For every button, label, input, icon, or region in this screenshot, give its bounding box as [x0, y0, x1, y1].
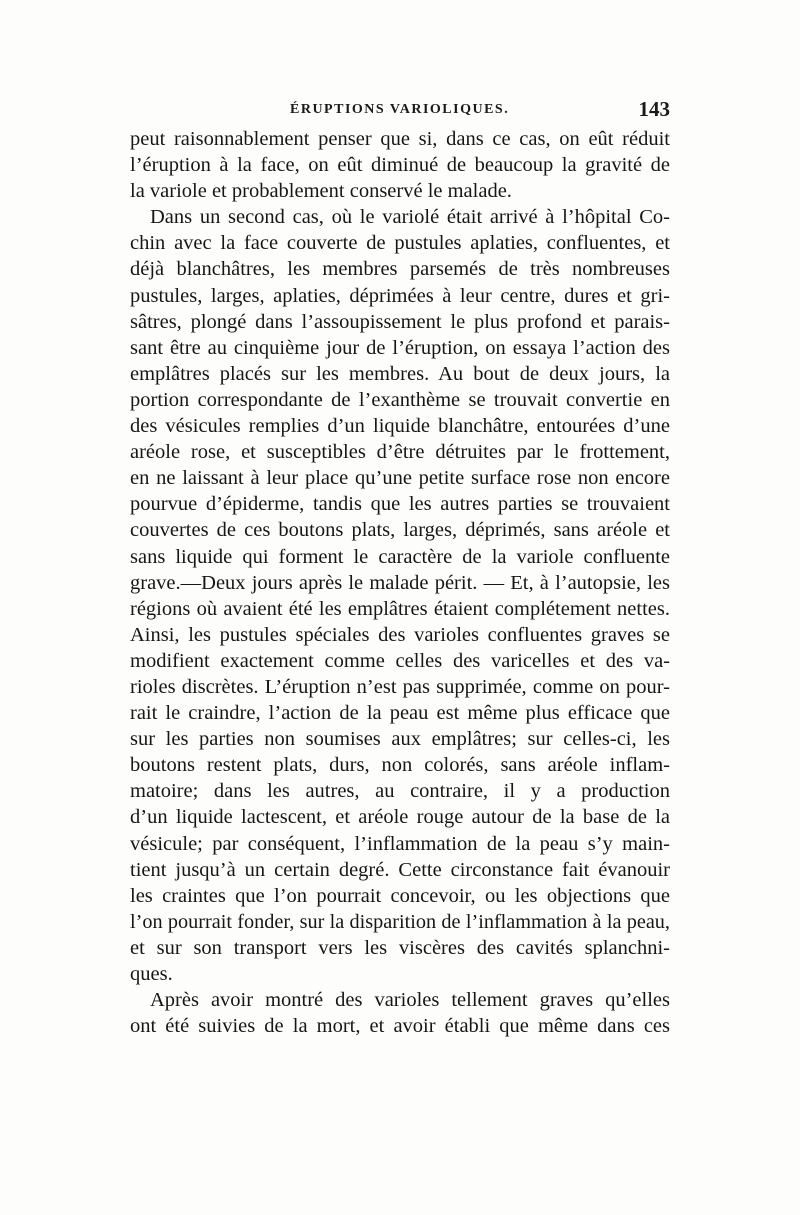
text-line: peut raisonnablement penser que si, dans ce cas, on eût réduit — [130, 128, 670, 150]
text-line: pustules, larges, aplaties, déprimées à leur centre, dures et gri- — [130, 284, 670, 307]
text-line: l’on pourrait fonder, sur la disparition de l’inflammation à la peau, — [130, 910, 670, 933]
text-line: boutons restent plats, durs, non colorés, sans aréole inflam- — [130, 754, 670, 777]
text-line: régions où avaient été les emplâtres étaient complétement nettes. — [130, 597, 670, 620]
text-line: rait le craindre, l’action de la peau est même plus efficace que — [130, 702, 670, 725]
text-line: et sur son transport vers les viscères des cavités splanchni- — [130, 936, 670, 959]
text-line: l’éruption à la face, on eût diminué de beaucoup la gravité de — [130, 154, 670, 177]
text-line: vésicule; par conséquent, l’inflammation de la peau s’y main- — [130, 832, 670, 855]
text-line: aréole rose, et susceptibles d’être détruites par le frottement, — [130, 441, 670, 464]
text-line: emplâtres placés sur les membres. Au bout de deux jours, la — [130, 362, 670, 385]
text-line: sans liquide qui forment le caractère de la variole confluente — [130, 545, 670, 568]
text-line: couvertes de ces boutons plats, larges, déprimés, sans aréole et — [130, 519, 670, 542]
text-line: des vésicules remplies d’un liquide blanchâtre, entourées d’une — [130, 415, 670, 438]
text-line: pourvue d’épiderme, tandis que les autres parties se trouvaient — [130, 493, 670, 516]
text-line: sant être au cinquième jour de l’éruption, on essaya l’action des — [130, 336, 670, 359]
text-line: tient jusqu’à un certain degré. Cette circonstance fait évanouir — [130, 858, 670, 881]
text-line: Après avoir montré des varioles tellement graves qu’elles — [150, 989, 670, 1012]
text-line: d’un liquide lactescent, et aréole rouge autour de la base de la — [130, 806, 670, 829]
text-line: modifient exactement comme celles des varicelles et des va- — [130, 649, 670, 672]
text-line: Dans un second cas, où le variolé était arrivé à l’hôpital Co- — [150, 206, 670, 229]
text-line: matoire; dans les autres, au contraire, il y a production — [130, 780, 670, 803]
text-line: ques. — [130, 963, 173, 985]
text-line: en ne laissant à leur place qu’une petite surface rose non encore — [130, 467, 670, 490]
running-title: ÉRUPTIONS VARIOLIQUES. — [290, 102, 510, 117]
page-number: 143 — [638, 97, 670, 121]
text-line: rioles discrètes. L’éruption n’est pas supprimée, comme on pour- — [130, 675, 670, 698]
text-line: portion correspondante de l’exanthème se trouvait convertie en — [130, 388, 670, 411]
text-line: ont été suivies de la mort, et avoir établi que même dans ces — [130, 1015, 670, 1038]
text-line: grave.—Deux jours après le malade périt. — Et, à l’autopsie, les — [130, 571, 670, 594]
text-line: sâtres, plongé dans l’assoupissement le plus profond et parais- — [130, 310, 670, 333]
text-line: les craintes que l’on pourrait concevoir, ou les objections que — [130, 884, 670, 907]
text-line: chin avec la face couverte de pustules aplaties, confluentes, et — [130, 232, 670, 255]
body-text — [130, 126, 670, 1039]
text-line: déjà blanchâtres, les membres parsemés de très nombreuses — [130, 258, 670, 281]
text-line: sur les parties non soumises aux emplâtres; sur celles-ci, les — [130, 728, 670, 751]
text-line: Ainsi, les pustules spéciales des varioles confluentes graves se — [130, 623, 670, 646]
page-header — [130, 97, 670, 124]
text-line: la variole et probablement conservé le malade. — [130, 180, 512, 203]
